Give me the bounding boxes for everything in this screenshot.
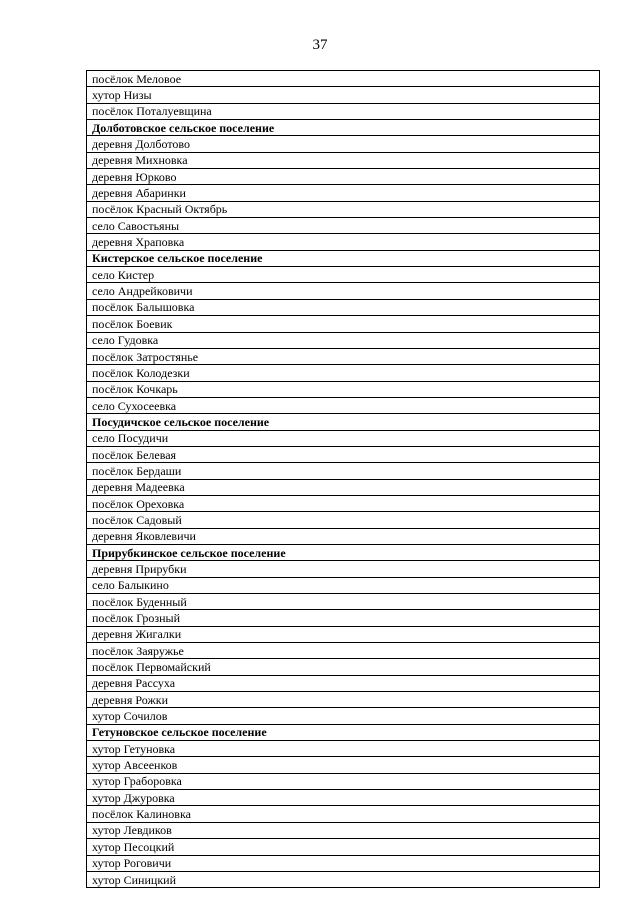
settlement-name: село Балыкино — [87, 577, 600, 593]
settlement-row — [87, 218, 600, 234]
settlement-row — [87, 365, 600, 381]
settlement-group-header-row — [87, 544, 600, 560]
settlement-row — [87, 397, 600, 413]
settlement-name: деревня Рожки — [87, 692, 600, 708]
settlement-group-header-row — [87, 120, 600, 136]
settlement-row — [87, 512, 600, 528]
settlement-group-name: Посудичское сельское поселение — [87, 414, 600, 430]
settlement-name: посёлок Затростянье — [87, 348, 600, 364]
settlement-row — [87, 643, 600, 659]
settlement-name: село Гудовка — [87, 332, 600, 348]
settlement-row — [87, 757, 600, 773]
settlement-group-name: Прирубкинское сельское поселение — [87, 544, 600, 560]
settlement-name: посёлок Садовый — [87, 512, 600, 528]
settlement-name: деревня Яковлевичи — [87, 528, 600, 544]
settlement-name: деревня Михновка — [87, 152, 600, 168]
settlement-row — [87, 659, 600, 675]
settlement-name: хутор Синицкий — [87, 871, 600, 887]
settlement-name: деревня Долботово — [87, 136, 600, 152]
settlement-group-name: Гетуновское сельское поселение — [87, 724, 600, 740]
settlement-row — [87, 152, 600, 168]
settlement-row — [87, 136, 600, 152]
settlement-row — [87, 103, 600, 119]
settlement-name: деревня Храповка — [87, 234, 600, 250]
settlement-name: деревня Прирубки — [87, 561, 600, 577]
settlement-row — [87, 430, 600, 446]
settlement-row — [87, 87, 600, 103]
settlement-row — [87, 348, 600, 364]
settlement-name: посёлок Первомайский — [87, 659, 600, 675]
settlement-name: посёлок Белевая — [87, 446, 600, 462]
settlement-name: хутор Левдиков — [87, 822, 600, 838]
settlement-name: посёлок Балышовка — [87, 299, 600, 315]
settlement-row — [87, 790, 600, 806]
settlement-row — [87, 185, 600, 201]
settlement-name: деревня Абаринки — [87, 185, 600, 201]
settlement-row — [87, 169, 600, 185]
settlement-row — [87, 299, 600, 315]
settlement-row — [87, 234, 600, 250]
settlement-row — [87, 773, 600, 789]
settlement-row — [87, 561, 600, 577]
settlement-name: село Кистер — [87, 267, 600, 283]
settlement-name: деревня Юрково — [87, 169, 600, 185]
settlement-name: посёлок Колодезки — [87, 365, 600, 381]
settlement-name: посёлок Ореховка — [87, 495, 600, 511]
settlement-row — [87, 692, 600, 708]
settlement-name: деревня Жигалки — [87, 626, 600, 642]
settlement-row — [87, 332, 600, 348]
settlement-group-name: Кистерское сельское поселение — [87, 250, 600, 266]
settlement-row — [87, 708, 600, 724]
settlement-row — [87, 201, 600, 217]
settlement-group-header-row — [87, 250, 600, 266]
settlement-name: хутор Гетуновка — [87, 741, 600, 757]
settlement-name: село Сухосеевка — [87, 397, 600, 413]
settlement-row — [87, 446, 600, 462]
settlement-group-header-row — [87, 414, 600, 430]
settlement-name: хутор Граборовка — [87, 773, 600, 789]
settlement-name: хутор Песоцкий — [87, 839, 600, 855]
settlement-row — [87, 463, 600, 479]
settlement-name: посёлок Калиновка — [87, 806, 600, 822]
settlement-name: хутор Роговичи — [87, 855, 600, 871]
settlement-name: посёлок Поталуевщина — [87, 103, 600, 119]
settlement-name: посёлок Меловое — [87, 71, 600, 87]
settlement-name: деревня Мадеевка — [87, 479, 600, 495]
settlement-row — [87, 594, 600, 610]
settlement-row — [87, 71, 600, 87]
settlement-name: хутор Авсеенков — [87, 757, 600, 773]
settlement-group-header-row — [87, 724, 600, 740]
settlement-row — [87, 806, 600, 822]
settlement-name: село Андрейковичи — [87, 283, 600, 299]
settlement-name: село Посудичи — [87, 430, 600, 446]
settlement-name: посёлок Грозный — [87, 610, 600, 626]
settlement-row — [87, 577, 600, 593]
settlement-name: посёлок Красный Октябрь — [87, 201, 600, 217]
settlement-row — [87, 316, 600, 332]
settlement-name: посёлок Буденный — [87, 594, 600, 610]
settlement-row — [87, 839, 600, 855]
settlement-row — [87, 855, 600, 871]
settlement-row — [87, 871, 600, 887]
settlement-row — [87, 381, 600, 397]
settlement-name: посёлок Кочкарь — [87, 381, 600, 397]
settlement-name: посёлок Заяружье — [87, 643, 600, 659]
settlement-group-name: Долботовское сельское поселение — [87, 120, 600, 136]
settlement-name: посёлок Бердаши — [87, 463, 600, 479]
settlement-name: посёлок Боевик — [87, 316, 600, 332]
settlement-row — [87, 283, 600, 299]
settlement-name: хутор Низы — [87, 87, 600, 103]
settlement-name: хутор Джуровка — [87, 790, 600, 806]
settlement-row — [87, 675, 600, 691]
settlement-name: деревня Рассуха — [87, 675, 600, 691]
settlement-row — [87, 479, 600, 495]
settlements-table-body — [87, 71, 600, 888]
settlement-row — [87, 741, 600, 757]
settlement-row — [87, 495, 600, 511]
page-number: 37 — [312, 37, 328, 53]
settlement-row — [87, 626, 600, 642]
settlement-row — [87, 822, 600, 838]
settlement-row — [87, 267, 600, 283]
settlement-name: село Савостьяны — [87, 218, 600, 234]
settlement-name: хутор Сочилов — [87, 708, 600, 724]
settlements-table — [86, 70, 600, 888]
settlement-row — [87, 528, 600, 544]
settlement-row — [87, 610, 600, 626]
